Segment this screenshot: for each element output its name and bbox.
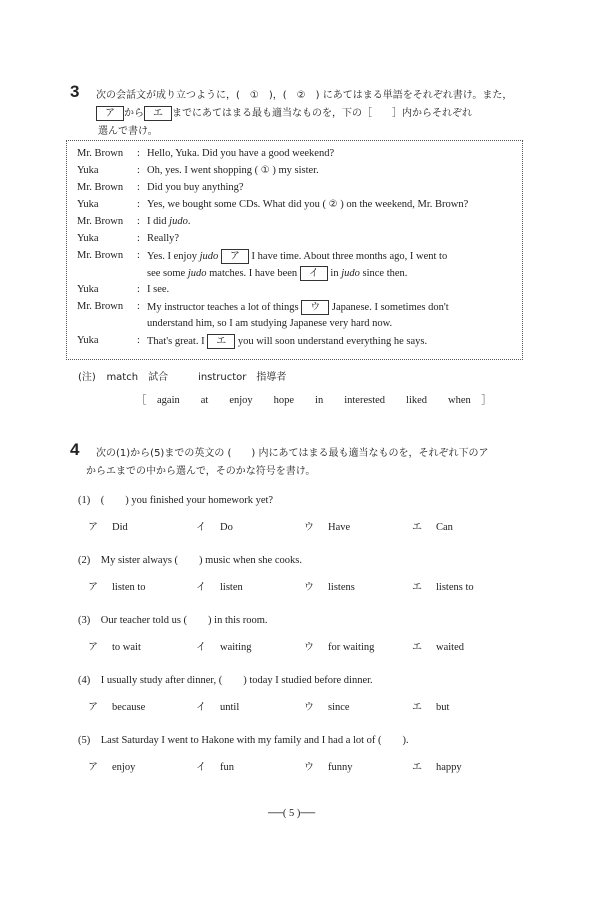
colon: : (137, 148, 140, 159)
dialog-text: I did judo. (147, 216, 191, 227)
option: ア to wait (88, 642, 141, 653)
speaker: Mr. Brown (77, 182, 124, 193)
dialog-line (67, 164, 522, 178)
option: エ Can (412, 522, 453, 533)
colon: : (137, 233, 140, 244)
page-number: ──( 5 )── (268, 808, 316, 819)
option: エ but (412, 702, 450, 713)
answer-box-e: エ (144, 106, 172, 121)
instruction-rest: までにあてはまる最も適当なものを，下の［ ］内からそれぞれ (172, 108, 472, 119)
dialog-text: That's great. I エ you will soon understand everything he says. (147, 336, 428, 347)
option: ウ listens (304, 582, 355, 593)
note-label: (注) (78, 372, 96, 383)
colon: : (137, 165, 140, 176)
dialog-line (67, 283, 522, 297)
dialog-text: Yes, we bought some CDs. What did you ( ② ) on the weekend, Mr. Brown? (147, 199, 469, 210)
dialog-text: see some judo matches. I have been イ in judo since then. (147, 268, 408, 279)
dialog-line (67, 181, 522, 195)
q4-instruction-line1: 次の(1)から(5)までの英文の ( ) 内にあてはまる最も適当なものを，それぞれ下のア (96, 448, 489, 459)
q3-number: 3 (70, 82, 80, 101)
q4-item-sentence: (2) My sister always ( ) music when she cooks. (78, 555, 302, 566)
speaker: Mr. Brown (77, 148, 124, 159)
option: エ listens to (412, 582, 474, 593)
dialog-line (67, 215, 522, 229)
dialog-line (67, 249, 522, 263)
dialog-text: Really? (147, 233, 180, 244)
answer-box-i: イ (300, 266, 328, 281)
option: ウ for waiting (304, 642, 375, 653)
colon: : (137, 301, 140, 312)
dialog-line (67, 147, 522, 161)
colon: : (137, 216, 140, 227)
dialog-line (67, 232, 522, 246)
dialog-line (67, 266, 522, 280)
dialog-line (67, 300, 522, 314)
speaker: Yuka (77, 165, 99, 176)
q4-item-sentence: (5) Last Saturday I went to Hakone with my family and I had a lot of ( ). (78, 735, 409, 746)
speaker: Mr. Brown (77, 250, 124, 261)
colon: : (137, 199, 140, 210)
q4-instruction-line2: からエまでの中から選んで，そのかな符号を書け。 (86, 466, 316, 477)
blank-1: ① (260, 165, 270, 176)
option: イ Do (196, 522, 233, 533)
speaker: Yuka (77, 284, 99, 295)
dialog-text: Yes. I enjoy judo ア I have time. About three months ago, I went to (147, 251, 448, 262)
instruction-from: から (124, 108, 144, 119)
answer-box-a: ア (221, 249, 249, 264)
q4-item-sentence: (1) ( ) you finished your homework yet? (78, 495, 274, 506)
dialog-text: I see. (147, 284, 170, 295)
q3-instruction-line3: 選んで書け。 (98, 126, 158, 137)
answer-box-e: エ (207, 334, 235, 349)
option: ア because (88, 702, 146, 713)
speaker: Yuka (77, 199, 99, 210)
blank-2: ② (328, 199, 338, 210)
word-bank: ［ again at enjoy hope in interested liked when ］ (136, 395, 492, 406)
speaker: Mr. Brown (77, 301, 124, 312)
dialog-frame (66, 140, 523, 360)
option: イ fun (196, 762, 234, 773)
q4-item-sentence: (3) Our teacher told us ( ) in this room. (78, 615, 268, 626)
option: ア Did (88, 522, 128, 533)
option: ウ funny (304, 762, 353, 773)
option: エ happy (412, 762, 462, 773)
colon: : (137, 284, 140, 295)
option: エ waited (412, 642, 464, 653)
colon: : (137, 182, 140, 193)
q3-instruction-line2 (96, 104, 472, 121)
option: イ until (196, 702, 240, 713)
dialog-line (67, 198, 522, 212)
dialog-text: My instructor teaches a lot of things ウ Japanese. I sometimes don't (147, 302, 449, 313)
colon: : (137, 250, 140, 261)
option: ウ since (304, 702, 350, 713)
option: ア enjoy (88, 762, 136, 773)
q4-number: 4 (70, 440, 80, 459)
note-text: match 試合 instructor 指導者 (106, 372, 287, 383)
option: イ listen (196, 582, 243, 593)
option: イ waiting (196, 642, 252, 653)
dialog-text: understand him, so I am studying Japanese very hard now. (147, 318, 393, 329)
dialog-text: Hello, Yuka. Did you have a good weekend? (147, 148, 335, 159)
note (78, 368, 286, 383)
answer-box-a: ア (96, 106, 124, 121)
q4-item-sentence: (4) I usually study after dinner, ( ) today I studied before dinner. (78, 675, 373, 686)
q3-instruction-line1: 次の会話文が成り立つように，( ① )，( ② ) にあてはまる単語をそれぞれ書け。また， (96, 90, 513, 101)
option: ア listen to (88, 582, 146, 593)
answer-box-u: ウ (301, 300, 329, 315)
speaker: Yuka (77, 335, 99, 346)
option: ウ Have (304, 522, 351, 533)
dialog-line (67, 317, 522, 331)
colon: : (137, 335, 140, 346)
dialog-line (67, 334, 522, 348)
speaker: Yuka (77, 233, 99, 244)
speaker: Mr. Brown (77, 216, 124, 227)
dialog-text: Oh, yes. I went shopping ( ① ) my sister. (147, 165, 319, 176)
dialog-text: Did you buy anything? (147, 182, 244, 193)
